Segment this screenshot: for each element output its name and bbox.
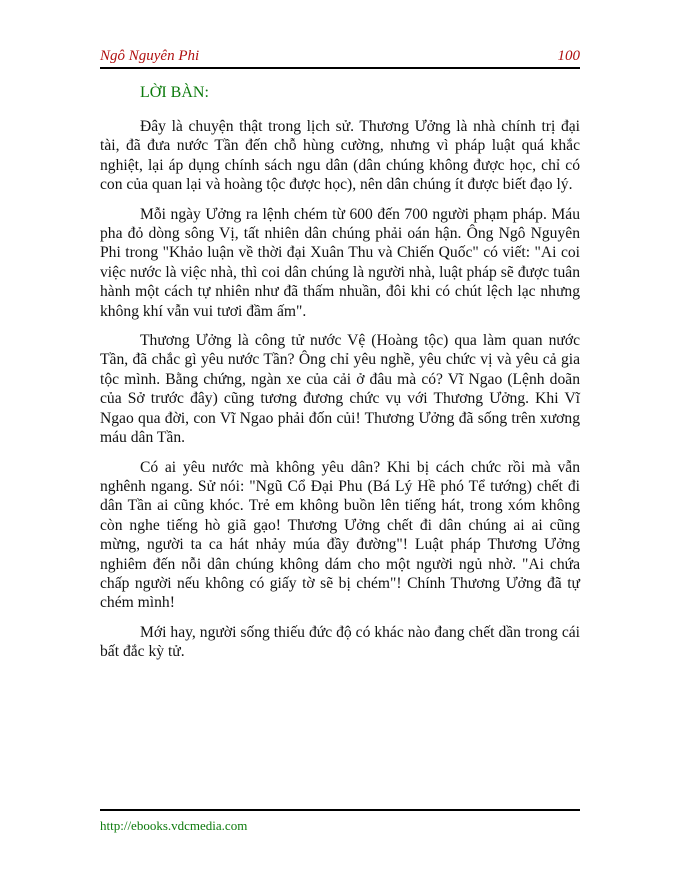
- footer-link[interactable]: http://ebooks.vdcmedia.com: [100, 818, 248, 833]
- page-number: 100: [557, 48, 580, 64]
- paragraph: Đây là chuyện thật trong lịch sử. Thương Ưởng là nhà chính trị đại tài, đã đưa nước Tần đến chỗ hùng cường, nhưng vì pháp luật quá khắc nghiệt, lại áp dụng chính sách ngu dân (dân chúng không được học, chỉ có con của quan lại và hoàng tộc được học), nên dân chúng ít được biết đạo lý.: [100, 118, 580, 194]
- header-author: Ngô Nguyên Phi: [100, 48, 200, 64]
- paragraph: Mỗi ngày Ưởng ra lệnh chém từ 600 đến 700 người phạm pháp. Máu pha đỏ dòng sông Vị, tất nhiên dân chúng phải oán hận. Ông Ngô Nguyên Phi trong "Khảo luận về thời đại Xuân Thu và Chiến Quốc" có viết: "Ai coi việc nước là việc nhà, thì coi dân chúng là người nhà, luật pháp sẽ được tuân hành một cách tự nhiên như đã thấm nhuần, đôi khi có chút lệch lạc nhưng không khí vẫn vui tươi đầm ấm".: [100, 205, 580, 320]
- body-text: [100, 117, 580, 672]
- page-header: [100, 48, 580, 68]
- section-heading: LỜI BÀN:: [140, 84, 209, 101]
- paragraph: Mới hay, người sống thiếu đức độ có khác nào đang chết dần trong cái bất đắc kỳ tử.: [100, 623, 580, 661]
- header-divider: [100, 67, 580, 69]
- footer-divider: [100, 809, 580, 811]
- paragraph: Có ai yêu nước mà không yêu dân? Khi bị cách chức rồi mà vẫn nghênh ngang. Sử nói: "Ngũ Cổ Đại Phu (Bá Lý Hề phó Tể tướng) chết đi dân Tần ai cũng khóc. Trẻ em không buồn lên tiếng hát, trong xóm không còn nghe tiếng hò giã gạo! Thương Ưởng chết đi dân chúng ai ai cũng mừng, người ta ca hát nhảy múa đầy đường"! Luật pháp Thương Ưởng nghiêm đến nỗi dân chúng không dám cho một người ngủ nhờ. "Ai chứa chấp người nếu không có giấy tờ sẽ bị chém"! Chính Thương Ưởng đã tự chém mình!: [100, 458, 580, 612]
- paragraph: Thương Ưởng là công tử nước Vệ (Hoàng tộc) qua làm quan nước Tần, đã chắc gì yêu nước Tần? Ông chỉ yêu nghề, yêu chức vị và yêu cả gia tộc mình. Bằng chứng, ngàn xe của cải ở đâu mà có? Vĩ Ngao (Lệnh doãn của Sở trước đây) cũng tương đương chức vụ với Thương Ưởng. Khi Vĩ Ngao qua đời, con Vĩ Ngao phải đốn củi! Thương Ưởng đã sống trên xương máu dân Tần.: [100, 332, 580, 447]
